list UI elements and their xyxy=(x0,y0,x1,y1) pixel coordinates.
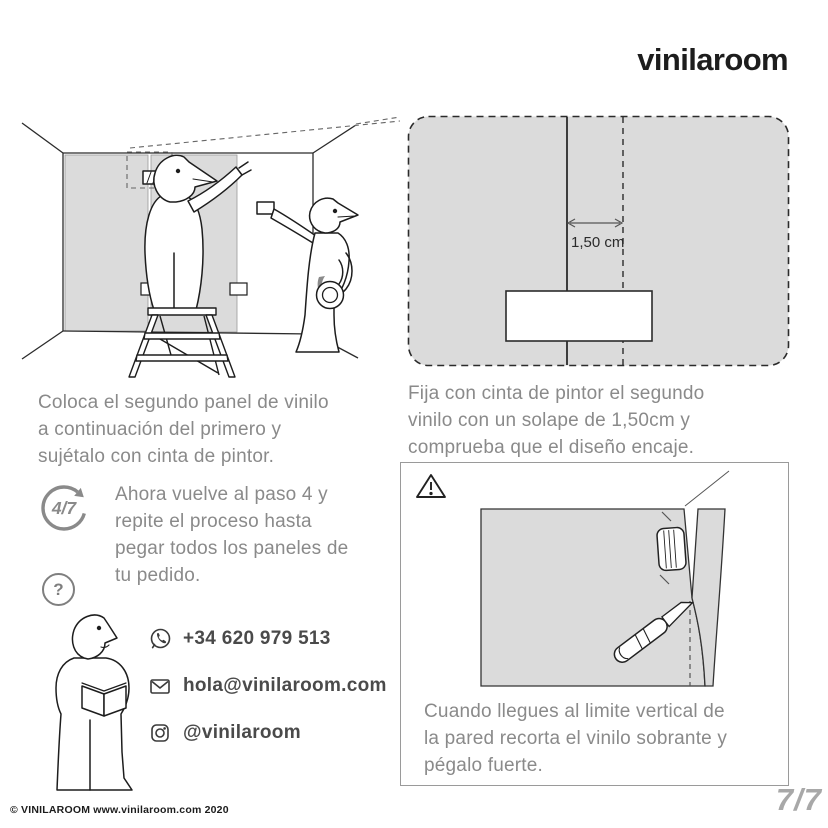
contact-email[interactable]: hola@vinilaroom.com xyxy=(183,675,387,696)
contact-phone-row[interactable] xyxy=(148,626,387,652)
text-line: comprueba que el diseño encaje. xyxy=(408,437,695,458)
place-panel-caption xyxy=(38,389,398,470)
text-line: Fija con cinta de pintor el segundo xyxy=(408,383,705,404)
step-badge-label: 4/7 xyxy=(51,498,77,518)
text-line: vinilo con un solape de 1,50cm y xyxy=(408,410,691,431)
footer-copyright: © VINILAROOM www.vinilaroom.com 2020 xyxy=(10,804,229,816)
tape-overlap-caption xyxy=(408,380,793,461)
question-mark: ? xyxy=(53,579,64,599)
brand-logo: vinilaroom xyxy=(637,42,788,77)
warning-triangle-icon xyxy=(417,475,445,497)
text-line: Cuando llegues al limite vertical de xyxy=(424,701,725,722)
contact-instagram-row[interactable] xyxy=(148,720,387,746)
text-line: Coloca el segundo panel de vinilo xyxy=(38,392,329,413)
contact-email-row[interactable] xyxy=(148,673,387,699)
person-reading-manual-illustration xyxy=(44,602,144,792)
wall-corner-line xyxy=(685,471,729,506)
person-with-tape-roll xyxy=(257,198,358,352)
contact-block xyxy=(148,626,387,767)
room-installation-illustration xyxy=(8,105,400,385)
text-line: pégalo fuerte. xyxy=(424,755,543,776)
contact-instagram[interactable]: @vinilaroom xyxy=(183,722,301,743)
text-line: la pared recorta el vinilo sobrante y xyxy=(424,728,728,749)
text-line: a continuación del primero y xyxy=(38,419,282,440)
text-line: sujétalo con cinta de pintor. xyxy=(38,446,275,467)
corner-tape-piece xyxy=(657,527,687,571)
trim-warning-caption xyxy=(424,698,776,779)
overlap-detail-diagram xyxy=(407,115,790,367)
repeat-arrow-icon xyxy=(38,477,96,535)
painter-tape-piece xyxy=(506,291,652,341)
measure-label: 1,50 cm xyxy=(571,234,625,251)
contact-phone[interactable]: +34 620 979 513 xyxy=(183,628,331,649)
whatsapp-icon xyxy=(148,627,172,651)
instagram-icon xyxy=(148,721,172,745)
text-line: pegar todos los paneles de xyxy=(115,538,349,559)
text-line: Ahora vuelve al paso 4 y xyxy=(115,484,328,505)
envelope-icon xyxy=(148,674,172,698)
loop-step-caption xyxy=(115,481,400,589)
text-line: repite el proceso hasta xyxy=(115,511,312,532)
page-indicator: 7/7 xyxy=(775,782,822,817)
text-line: tu pedido. xyxy=(115,565,201,586)
